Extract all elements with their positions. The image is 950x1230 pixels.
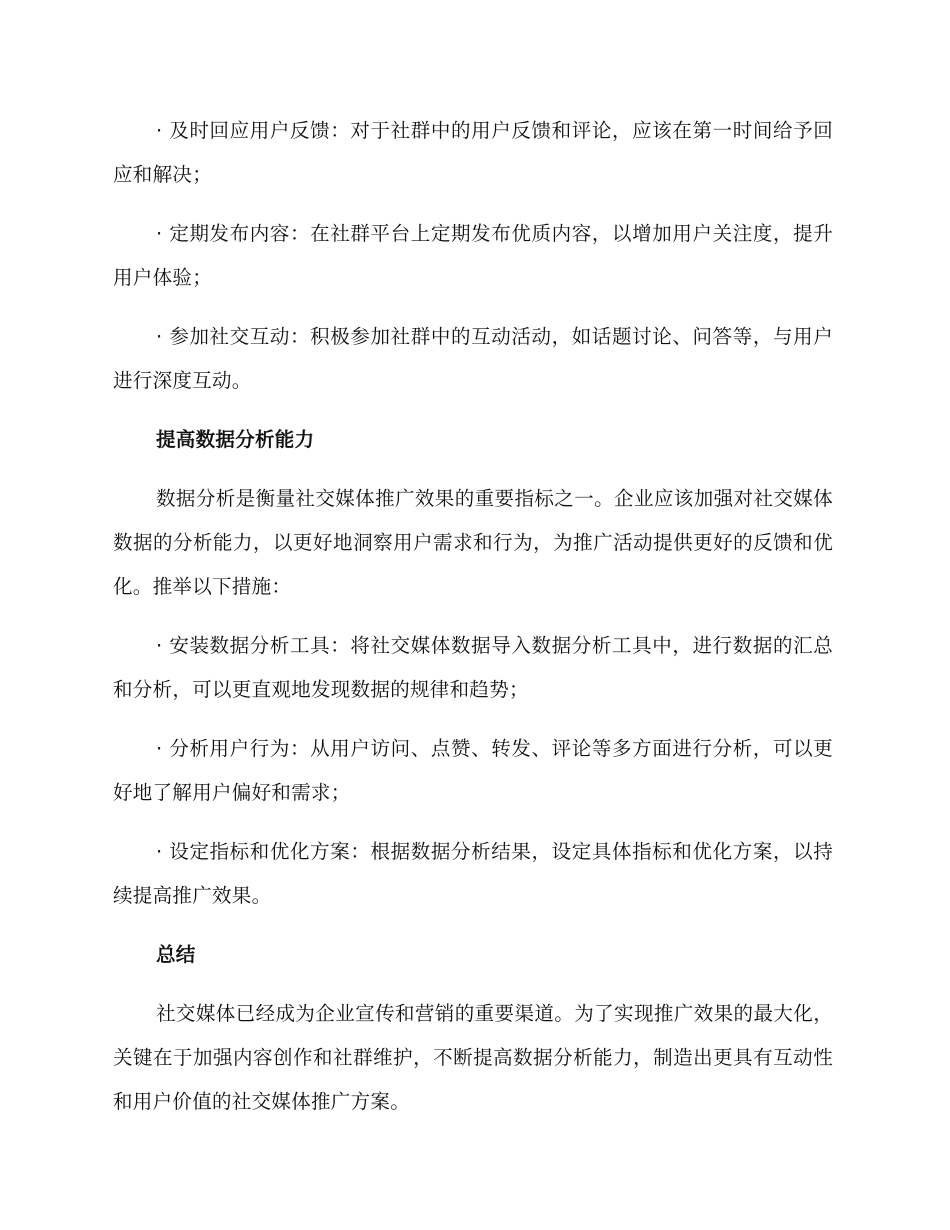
section-heading-summary: 总结 [156, 943, 196, 966]
bullet-publish-content: · 定期发布内容：在社群平台上定期发布优质内容，以增加用户关注度，提升用户体验； [113, 222, 833, 289]
bullet-analyze-behavior: · 分析用户行为：从用户访问、点赞、转发、评论等多方面进行分析，可以更好地了解用户偏好和需求； [113, 737, 833, 804]
bullet-social-interaction: · 参加社交互动：积极参加社群中的互动活动，如话题讨论、问答等，与用户进行深度互动。 [113, 325, 833, 392]
document-page [113, 109, 833, 1124]
bullet-install-tools: · 安装数据分析工具：将社交媒体数据导入数据分析工具中，进行数据的汇总和分析，可以更直观地发现数据的规律和趋势； [113, 634, 833, 701]
bullet-respond-feedback: · 及时回应用户反馈：对于社群中的用户反馈和评论，应该在第一时间给予回应和解决； [113, 119, 833, 186]
paragraph-summary: 社交媒体已经成为企业宣传和营销的重要渠道。为了实现推广效果的最大化，关键在于加强内容创作和社群维护，不断提高数据分析能力，制造出更具有互动性和用户价值的社交媒体推广方案。 [113, 1002, 833, 1113]
bullet-set-metrics: · 设定指标和优化方案：根据数据分析结果，设定具体指标和优化方案，以持续提高推广效果。 [113, 840, 833, 907]
section-heading-data-analysis: 提高数据分析能力 [156, 428, 315, 451]
paragraph-data-analysis-intro: 数据分析是衡量社交媒体推广效果的重要指标之一。企业应该加强对社交媒体数据的分析能力，以更好地洞察用户需求和行为，为推广活动提供更好的反馈和优化。推举以下措施： [113, 487, 833, 598]
